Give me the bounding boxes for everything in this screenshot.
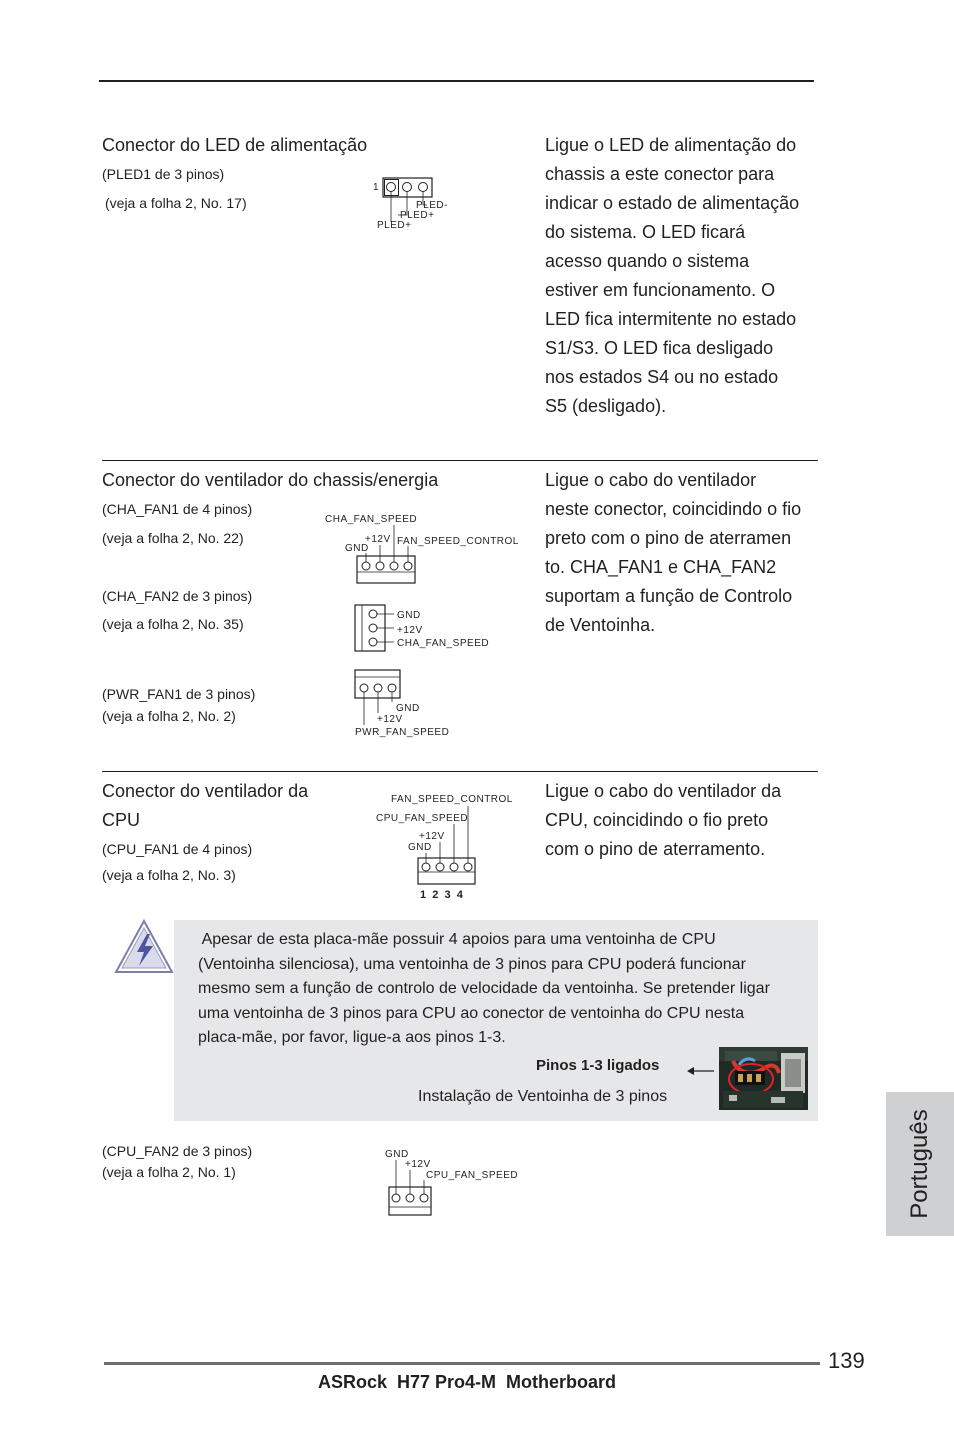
desc-line: S1/S3. O LED fica desligado [545,338,774,358]
pled-pin-one-label: 1 [373,182,380,193]
pwr-fan1-diagram [354,669,474,739]
desc-line: neste conector, coincidindo o fio [545,499,802,519]
cpu-fan2-pins: (CPU_FAN2 de 3 pinos) [102,1143,253,1159]
desc-line: Ligue o cabo do ventilador da [545,781,782,801]
warning-icon [113,918,175,976]
desc-line: suportam a função de Controlo [545,586,793,606]
arrow-left-icon [687,1064,715,1076]
cha-fan2-diagram [354,604,494,654]
cpu-fan-title [102,777,308,835]
pled-connector-diagram [370,172,470,234]
cha-fan1-pins: (CHA_FAN1 de 4 pinos) [102,501,253,517]
pwr-fan1-speed-label: PWR_FAN_SPEED [355,727,450,738]
cha-fan2-gnd-label: GND [397,610,421,621]
cpu-fan1-pin-numbers: 1 2 3 4 [420,889,463,901]
pwr-fan1-12v-label: +12V [377,714,403,725]
cpu-fan1-ref: (veja a folha 2, No. 3) [102,867,236,883]
note-line: (Ventoinha silenciosa), uma ventoinha de 3 pinos para CPU poderá funcionar [198,955,746,973]
cpu-fan1-speed-label: CPU_FAN_SPEED [376,813,469,824]
note-line: uma ventoinha de 3 pinos para CPU ao conector de ventoinha do CPU nesta [198,1004,745,1022]
desc-line: CPU, coincidindo o fio preto [545,810,769,830]
cha-fan1-diagram [325,508,525,588]
desc-line: de Ventoinha. [545,615,656,635]
pwr-fan1-gnd-label: GND [396,703,420,714]
pled-minus-label: PLED- [416,200,448,211]
cpu-fan1-pins: (CPU_FAN1 de 4 pinos) [102,841,253,857]
desc-line: chassis a este conector para [545,164,775,184]
chassis-fan-description [545,466,835,640]
desc-line: indicar o estado de alimentação [545,193,800,213]
cha-fan2-speed-label: CHA_FAN_SPEED [397,638,490,649]
cpu-fan-description [545,777,835,864]
cha-fan1-control-label: FAN_SPEED_CONTROL [397,536,519,547]
footer-rule [104,1362,820,1365]
note-line: placa-mãe, por favor, ligue-a aos pinos 1-3. [198,1029,506,1046]
cpu-fan2-speed-label: CPU_FAN_SPEED [426,1170,519,1181]
language-side-tab [886,1092,954,1236]
desc-line: Ligue o LED de alimentação do [545,135,797,155]
power-led-description [545,131,835,421]
pled-plus-label-1: PLED+ [400,210,435,221]
chassis-fan-title: Conector do ventilador do chassis/energia [102,470,439,490]
desc-line: com o pino de aterramento. [545,839,766,859]
cpu-fan1-gnd-label: GND [408,842,432,853]
desc-line: preto com o pino de aterramen [545,528,792,548]
language-tab-label: Português [906,1109,933,1219]
cha-fan1-speed-label: CHA_FAN_SPEED [325,514,418,525]
cpu-fan1-control-label: FAN_SPEED_CONTROL [391,794,513,805]
cha-fan1-12v-label: +12V [365,534,391,545]
cha-fan2-12v-label: +12V [397,625,423,636]
note-text [198,928,810,1051]
cha-fan2-pins: (CHA_FAN2 de 3 pinos) [102,588,253,604]
cpu-fan2-12v-label: +12V [405,1159,431,1170]
desc-line: estiver em funcionamento. O [545,280,776,300]
desc-line: to. CHA_FAN1 e CHA_FAN2 [545,557,777,577]
section-divider [102,771,818,772]
note-line: Apesar de esta placa-mãe possuir 4 apoios para uma ventoinha de CPU [198,931,716,948]
cpu-fan1-12v-label: +12V [419,831,445,842]
pled-plus-label-2: PLED+ [377,220,412,231]
cpu-fan-title-line: CPU [102,810,141,830]
section-divider [102,460,818,461]
cpu-fan2-diagram [384,1145,524,1220]
footer-model: ASRock H77 Pro4-M Motherboard [318,1372,617,1392]
desc-line: do sistema. O LED ficará [545,222,746,242]
note-line: mesmo sem a função de controlo de velocidade da ventoinha. Se pretender ligar [198,980,770,997]
install-caption: Instalação de Ventoinha de 3 pinos [418,1088,668,1105]
pwr-fan1-ref: (veja a folha 2, No. 2) [102,708,236,724]
cpu-fan2-ref: (veja a folha 2, No. 1) [102,1164,236,1180]
power-led-pins: (PLED1 de 3 pinos) [102,166,225,182]
fan-header-photo [719,1047,808,1110]
top-rule [99,80,814,82]
page-number: 139 [828,1348,865,1373]
desc-line: Ligue o cabo do ventilador [545,470,757,490]
cha-fan2-ref: (veja a folha 2, No. 35) [102,616,244,632]
desc-line: S5 (desligado). [545,396,667,416]
cpu-fan1-diagram [376,790,516,905]
pwr-fan1-pins: (PWR_FAN1 de 3 pinos) [102,686,256,702]
power-led-sheet-ref: (veja a folha 2, No. 17) [105,195,247,211]
power-led-title: Conector do LED de alimentação [102,135,368,155]
cha-fan1-gnd-label: GND [345,543,369,554]
pins-connected-label: Pinos 1-3 ligados [536,1057,660,1074]
cpu-fan-title-line: Conector do ventilador da [102,781,309,801]
cpu-fan2-gnd-label: GND [385,1149,409,1160]
cha-fan1-ref: (veja a folha 2, No. 22) [102,530,244,546]
desc-line: acesso quando o sistema [545,251,750,271]
desc-line: nos estados S4 ou no estado [545,367,779,387]
desc-line: LED fica intermitente no estado [545,309,797,329]
